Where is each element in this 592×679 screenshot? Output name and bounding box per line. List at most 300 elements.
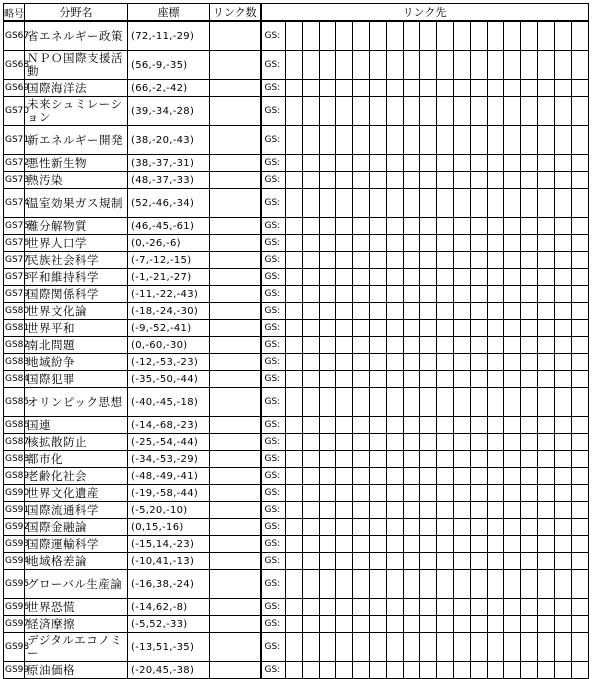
link-cell xyxy=(470,80,487,97)
link-cell xyxy=(302,536,319,553)
row-link-count xyxy=(210,269,261,286)
link-cell xyxy=(386,662,403,679)
link-cell xyxy=(302,633,319,662)
link-cell xyxy=(470,519,487,536)
link-cell xyxy=(537,172,554,189)
link-cell xyxy=(487,519,504,536)
link-cell xyxy=(369,388,386,417)
link-cell xyxy=(353,126,370,155)
row-link-count xyxy=(210,80,261,97)
link-cell xyxy=(437,371,454,388)
row-field-name: 経済摩擦 xyxy=(25,616,128,633)
link-cell xyxy=(521,320,538,337)
row-field-name: 熱汚染 xyxy=(25,172,128,189)
row-field-name: 世界文化遺産 xyxy=(25,485,128,502)
link-cell xyxy=(386,218,403,235)
row-coordinate: (0,15,-16) xyxy=(128,519,210,536)
link-cell xyxy=(302,502,319,519)
link-cell xyxy=(369,80,386,97)
link-cell xyxy=(537,21,554,51)
link-cell xyxy=(302,155,319,172)
link-cell xyxy=(353,269,370,286)
link-cell xyxy=(420,21,437,51)
link-cell xyxy=(554,126,571,155)
link-cell xyxy=(487,434,504,451)
row-code: GS69 xyxy=(4,80,25,97)
link-cell xyxy=(453,502,470,519)
row-coordinate: (46,-45,-61) xyxy=(128,218,210,235)
link-cell xyxy=(453,235,470,252)
link-cell xyxy=(554,218,571,235)
row-field-name: 核拡散防止 xyxy=(25,434,128,451)
link-cell xyxy=(487,97,504,126)
table-row xyxy=(4,172,589,189)
link-cell xyxy=(319,417,336,434)
link-cell xyxy=(353,599,370,616)
link-cell xyxy=(521,97,538,126)
link-cell xyxy=(386,502,403,519)
link-cell xyxy=(386,434,403,451)
link-cell xyxy=(286,337,303,354)
table-row xyxy=(4,553,589,570)
row-code: GS82 xyxy=(4,337,25,354)
link-cell xyxy=(487,553,504,570)
link-cell xyxy=(571,97,588,126)
link-cell xyxy=(470,320,487,337)
table-row xyxy=(4,536,589,553)
row-coordinate: (38,-20,-43) xyxy=(128,126,210,155)
row-link-count xyxy=(210,662,261,679)
link-cell xyxy=(571,218,588,235)
link-cell xyxy=(504,80,521,97)
row-code: GS91 xyxy=(4,502,25,519)
link-cell xyxy=(487,303,504,320)
link-cell xyxy=(420,371,437,388)
link-cell xyxy=(286,80,303,97)
link-cell xyxy=(571,502,588,519)
link-cell xyxy=(286,155,303,172)
link-cell xyxy=(487,570,504,599)
row-link-count xyxy=(210,451,261,468)
link-cell xyxy=(369,570,386,599)
table-row xyxy=(4,371,589,388)
link-cell xyxy=(386,553,403,570)
link-cell xyxy=(504,126,521,155)
link-cell xyxy=(537,502,554,519)
link-cell xyxy=(521,252,538,269)
row-field-name: 温室効果ガス規制 xyxy=(25,189,128,218)
link-cell xyxy=(369,51,386,80)
link-cell xyxy=(437,320,454,337)
row-code: GS86 xyxy=(4,417,25,434)
link-cell xyxy=(302,337,319,354)
link-cell xyxy=(420,155,437,172)
link-cell xyxy=(336,337,353,354)
link-cell xyxy=(386,155,403,172)
link-cell xyxy=(302,519,319,536)
link-cell xyxy=(353,536,370,553)
link-cell xyxy=(453,320,470,337)
link-cell xyxy=(286,633,303,662)
row-field-name: 世界恐慌 xyxy=(25,599,128,616)
link-cell xyxy=(386,616,403,633)
link-cell xyxy=(470,371,487,388)
row-link-count xyxy=(210,485,261,502)
link-cell xyxy=(521,303,538,320)
link-cell xyxy=(403,80,420,97)
link-cell xyxy=(521,269,538,286)
link-cell xyxy=(319,189,336,218)
link-cell xyxy=(302,616,319,633)
link-cell xyxy=(403,519,420,536)
link-cell xyxy=(369,371,386,388)
link-cell xyxy=(537,337,554,354)
link-cell xyxy=(487,337,504,354)
link-cell xyxy=(537,252,554,269)
link-cell xyxy=(554,388,571,417)
link-cell xyxy=(554,662,571,679)
link-cell xyxy=(403,616,420,633)
link-cell xyxy=(487,218,504,235)
link-cell xyxy=(319,434,336,451)
table-row xyxy=(4,599,589,616)
link-cell xyxy=(554,570,571,599)
link-cell xyxy=(302,303,319,320)
link-cell xyxy=(420,269,437,286)
row-link-count xyxy=(210,235,261,252)
link-cell xyxy=(504,235,521,252)
row-code: GS84 xyxy=(4,371,25,388)
link-cell xyxy=(403,320,420,337)
link-cell xyxy=(386,51,403,80)
link-cell xyxy=(369,303,386,320)
link-cell xyxy=(403,286,420,303)
link-cell xyxy=(336,235,353,252)
row-gs-label: GS: xyxy=(261,269,286,286)
link-cell xyxy=(571,21,588,51)
link-cell xyxy=(504,553,521,570)
link-cell xyxy=(437,633,454,662)
row-link-count xyxy=(210,21,261,51)
link-cell xyxy=(353,633,370,662)
link-cell xyxy=(554,599,571,616)
link-cell xyxy=(571,468,588,485)
link-cell xyxy=(504,536,521,553)
link-cell xyxy=(470,337,487,354)
link-cell xyxy=(353,485,370,502)
row-coordinate: (-5,52,-33) xyxy=(128,616,210,633)
link-cell xyxy=(537,570,554,599)
link-cell xyxy=(470,633,487,662)
link-cell xyxy=(437,468,454,485)
table-row xyxy=(4,434,589,451)
link-cell xyxy=(437,616,454,633)
link-cell xyxy=(537,269,554,286)
link-cell xyxy=(453,97,470,126)
link-cell xyxy=(554,451,571,468)
row-code: GS74 xyxy=(4,189,25,218)
link-cell xyxy=(453,218,470,235)
link-cell xyxy=(571,354,588,371)
link-cell xyxy=(286,172,303,189)
link-cell xyxy=(571,286,588,303)
link-cell xyxy=(554,80,571,97)
link-cell xyxy=(302,371,319,388)
row-field-name: 民族社会科学 xyxy=(25,252,128,269)
link-cell xyxy=(470,286,487,303)
link-cell xyxy=(521,451,538,468)
link-cell xyxy=(437,434,454,451)
link-cell xyxy=(302,235,319,252)
link-cell xyxy=(504,286,521,303)
link-cell xyxy=(336,354,353,371)
link-cell xyxy=(286,536,303,553)
row-gs-label: GS: xyxy=(261,354,286,371)
link-cell xyxy=(386,303,403,320)
link-cell xyxy=(571,451,588,468)
link-cell xyxy=(537,155,554,172)
link-cell xyxy=(353,337,370,354)
link-cell xyxy=(403,434,420,451)
link-cell xyxy=(319,536,336,553)
link-cell xyxy=(554,354,571,371)
link-cell xyxy=(403,155,420,172)
link-cell xyxy=(537,388,554,417)
link-cell xyxy=(353,662,370,679)
link-cell xyxy=(386,320,403,337)
link-cell xyxy=(336,252,353,269)
row-link-count xyxy=(210,417,261,434)
link-cell xyxy=(487,269,504,286)
link-cell xyxy=(336,451,353,468)
link-cell xyxy=(487,235,504,252)
link-cell xyxy=(487,662,504,679)
link-cell xyxy=(437,485,454,502)
link-cell xyxy=(286,662,303,679)
link-cell xyxy=(353,388,370,417)
link-cell xyxy=(487,189,504,218)
link-cell xyxy=(504,320,521,337)
row-link-count xyxy=(210,252,261,269)
link-cell xyxy=(420,218,437,235)
link-cell xyxy=(437,337,454,354)
link-cell xyxy=(302,252,319,269)
link-cell xyxy=(571,337,588,354)
row-field-name: 国際流通科学 xyxy=(25,502,128,519)
row-code: GS99 xyxy=(4,662,25,679)
link-cell xyxy=(386,633,403,662)
link-cell xyxy=(286,434,303,451)
link-cell xyxy=(336,126,353,155)
link-cell xyxy=(286,570,303,599)
link-cell xyxy=(319,97,336,126)
link-cell xyxy=(554,286,571,303)
link-cell xyxy=(504,388,521,417)
row-coordinate: (-35,-50,-44) xyxy=(128,371,210,388)
row-field-name: 地域格差論 xyxy=(25,553,128,570)
link-cell xyxy=(504,172,521,189)
link-cell xyxy=(571,616,588,633)
link-cell xyxy=(487,468,504,485)
link-cell xyxy=(571,303,588,320)
link-cell xyxy=(336,155,353,172)
row-link-count xyxy=(210,337,261,354)
link-cell xyxy=(437,126,454,155)
link-cell xyxy=(369,252,386,269)
link-cell xyxy=(420,553,437,570)
link-cell xyxy=(403,633,420,662)
link-cell xyxy=(521,337,538,354)
row-code: GS68 xyxy=(4,51,25,80)
row-link-count xyxy=(210,97,261,126)
row-gs-label: GS: xyxy=(261,599,286,616)
link-cell xyxy=(571,189,588,218)
link-cell xyxy=(369,235,386,252)
link-cell xyxy=(369,662,386,679)
link-cell xyxy=(403,303,420,320)
link-cell xyxy=(571,126,588,155)
link-cell xyxy=(571,417,588,434)
link-cell xyxy=(420,570,437,599)
row-coordinate: (-7,-12,-15) xyxy=(128,252,210,269)
link-cell xyxy=(504,155,521,172)
link-cell xyxy=(521,172,538,189)
link-cell xyxy=(437,553,454,570)
link-cell xyxy=(537,189,554,218)
link-cell xyxy=(487,252,504,269)
link-cell xyxy=(353,286,370,303)
link-cell xyxy=(286,126,303,155)
link-cell xyxy=(504,468,521,485)
link-cell xyxy=(286,599,303,616)
link-cell xyxy=(437,451,454,468)
link-cell xyxy=(369,354,386,371)
table-row xyxy=(4,303,589,320)
row-gs-label: GS: xyxy=(261,553,286,570)
link-cell xyxy=(336,189,353,218)
link-cell xyxy=(386,485,403,502)
link-cell xyxy=(302,388,319,417)
link-cell xyxy=(453,633,470,662)
table-row xyxy=(4,252,589,269)
link-cell xyxy=(403,51,420,80)
row-code: GS70 xyxy=(4,97,25,126)
link-cell xyxy=(286,451,303,468)
link-cell xyxy=(302,97,319,126)
link-cell xyxy=(302,126,319,155)
link-cell xyxy=(286,354,303,371)
link-cell xyxy=(336,662,353,679)
row-coordinate: (-48,-49,-41) xyxy=(128,468,210,485)
link-cell xyxy=(336,286,353,303)
link-cell xyxy=(554,633,571,662)
link-cell xyxy=(369,553,386,570)
link-cell xyxy=(437,286,454,303)
link-cell xyxy=(420,519,437,536)
row-gs-label: GS: xyxy=(261,468,286,485)
link-cell xyxy=(487,388,504,417)
link-cell xyxy=(504,337,521,354)
link-cell xyxy=(302,172,319,189)
row-field-name: 国際海洋法 xyxy=(25,80,128,97)
row-field-name: 難分解物質 xyxy=(25,218,128,235)
link-cell xyxy=(420,451,437,468)
row-code: GS88 xyxy=(4,451,25,468)
link-cell xyxy=(302,553,319,570)
link-cell xyxy=(319,451,336,468)
link-cell xyxy=(319,269,336,286)
link-cell xyxy=(286,97,303,126)
link-cell xyxy=(554,468,571,485)
link-cell xyxy=(319,633,336,662)
link-cell xyxy=(521,286,538,303)
link-cell xyxy=(504,633,521,662)
link-cell xyxy=(302,468,319,485)
row-code: GS79 xyxy=(4,286,25,303)
link-cell xyxy=(369,451,386,468)
row-coordinate: (0,-26,-6) xyxy=(128,235,210,252)
row-code: GS85 xyxy=(4,388,25,417)
row-coordinate: (72,-11,-29) xyxy=(128,21,210,51)
link-cell xyxy=(403,468,420,485)
link-cell xyxy=(319,218,336,235)
link-cell xyxy=(403,126,420,155)
link-cell xyxy=(504,662,521,679)
row-gs-label: GS: xyxy=(261,502,286,519)
link-cell xyxy=(336,553,353,570)
link-cell xyxy=(504,252,521,269)
header-row xyxy=(4,4,589,22)
table-row xyxy=(4,662,589,679)
table-row xyxy=(4,337,589,354)
row-link-count xyxy=(210,468,261,485)
link-cell xyxy=(403,269,420,286)
link-cell xyxy=(319,599,336,616)
link-cell xyxy=(504,218,521,235)
link-cell xyxy=(286,616,303,633)
link-cell xyxy=(369,286,386,303)
link-cell xyxy=(437,235,454,252)
row-coordinate: (48,-37,-33) xyxy=(128,172,210,189)
link-cell xyxy=(487,502,504,519)
row-field-name: オリンピック思想 xyxy=(25,388,128,417)
link-cell xyxy=(319,570,336,599)
link-cell xyxy=(437,155,454,172)
link-cell xyxy=(353,553,370,570)
link-cell xyxy=(453,451,470,468)
link-cell xyxy=(453,337,470,354)
link-cell xyxy=(453,21,470,51)
link-cell xyxy=(319,388,336,417)
row-gs-label: GS: xyxy=(261,371,286,388)
link-cell xyxy=(420,633,437,662)
link-cell xyxy=(336,434,353,451)
link-cell xyxy=(336,371,353,388)
link-cell xyxy=(487,417,504,434)
link-cell xyxy=(537,218,554,235)
link-cell xyxy=(537,434,554,451)
link-cell xyxy=(386,286,403,303)
link-cell xyxy=(286,286,303,303)
table-row xyxy=(4,21,589,51)
row-gs-label: GS: xyxy=(261,519,286,536)
link-cell xyxy=(420,662,437,679)
row-gs-label: GS: xyxy=(261,337,286,354)
link-cell xyxy=(470,354,487,371)
link-cell xyxy=(453,570,470,599)
link-cell xyxy=(336,485,353,502)
row-link-count xyxy=(210,536,261,553)
